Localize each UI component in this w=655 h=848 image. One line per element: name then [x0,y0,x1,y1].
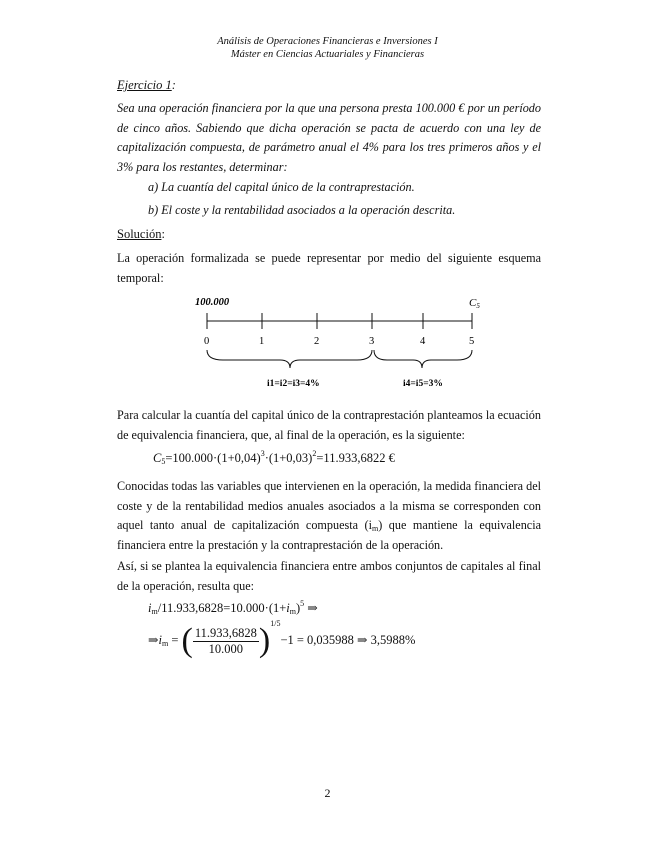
page-number: 2 [324,786,331,800]
eq1-part-a: =100.000·(1+0,04) [165,451,261,465]
eq1-part-c: =11.933,6822 € [316,451,395,465]
eq2-sub: m [151,607,158,616]
eq2-i-inner: i [286,601,290,615]
capital-end-label [469,297,480,310]
eq3-rest: −1 = 0,035988 ⇒ 3,5988% [280,632,416,647]
eq1-lhs-sub: 5 [161,457,166,466]
equation-im-definition [148,600,318,616]
exercise-title [117,78,176,93]
exercise-title-colon: : [171,78,176,92]
tick-label-5: 5 [469,336,475,347]
para3-end: ) que mantiene la equivalencia financiera entre la prestación y la contraprestación de la operación. [117,518,542,552]
capital-end-letter: C [469,297,477,309]
tick-label-2: 2 [314,336,320,347]
time-diagram [185,292,495,392]
eq3-numerator: 11.933,6828 [194,625,257,640]
eq3-arrow: ⇒ [148,632,159,647]
eq2-exp: 5 [300,599,305,608]
eq3-close-paren: ) [258,622,271,659]
para3-text: Conocidas todas las variables que intervienen en la operación, la medida financiera del coste y de la rentabilidad medios anuales asociados a la misma se corresponden con aquel tanto anual de capitalización compuesta (i [117,479,541,533]
eq2-arrow: ⇒ [304,601,318,615]
eq2-part-a: /11.933,6828=10.000·(1+ [157,601,287,615]
eq3-equals: = [168,632,182,647]
exercise-item-b: b) El coste y la rentabilidad asociados a la operación descrita. [148,203,456,217]
eq1-lhs: C [153,451,162,465]
eq3-i: i [158,632,162,647]
solution-title-text: Solución [117,227,162,241]
tick-label-4: 4 [420,336,426,347]
running-header-line2: Máster en Ciencias Actuariales y Financieras [230,49,425,60]
para3-sub: m [372,524,379,534]
tick-label-0: 0 [204,336,210,347]
rate-first-period: i1=i2=i3=4% [267,379,320,389]
eq1-exp2: 2 [312,449,317,458]
equation-im-result [148,618,416,660]
solution-paragraph-4: Así, si se plantea la equivalencia financiera entre ambos conjuntos de capitales al final de la operación, resulta que: [117,559,541,593]
eq2-i: i [148,601,152,615]
eq3-sub: m [161,638,169,648]
eq3-open-paren: ( [181,622,193,659]
eq2-part-b: ) [296,601,301,615]
solution-paragraph-2: Para calcular la cuantía del capital único de la contraprestación planteamos la ecuación de equivalencia financiera, que, al final de la operación, es la siguiente: [117,408,541,442]
capital-start-label: 100.000 [195,297,230,308]
exercise-statement: Sea una operación financiera por la que una persona presta 100.000 € por un período de cinco años. Sabiendo que dicha operación se pacta de acuerdo con una ley de capitalización compuesta, de parámetro anual el 4% para los tres primeros años y el 3% para los restantes, determinar: [117,101,541,174]
tick-label-1: 1 [259,336,265,347]
eq3-fraction [193,626,259,657]
brace-first-period [207,350,372,368]
eq1-part-b: ·(1+0,03) [264,451,313,465]
tick-label-3: 3 [369,336,375,347]
capital-end-subscript: 5 [476,302,480,310]
solution-intro: La operación formalizada se puede representar por medio del siguiente esquema temporal: [117,251,541,285]
eq2-sub-inner: m [289,607,296,616]
exercise-title-text: Ejercicio 1 [117,78,172,92]
running-header-line1: Análisis de Operaciones Financieras e Inversiones I [217,36,438,47]
solution-title [117,227,165,242]
solution-paragraph-3 [117,477,541,555]
eq3-denominator: 10.000 [208,641,244,656]
equation-c5 [153,451,395,466]
solution-title-colon: : [161,227,165,241]
eq3-exp: 1/5 [270,618,281,628]
brace-second-period [374,350,472,368]
exercise-item-a: a) La cuantía del capital único de la contraprestación. [148,180,415,194]
eq1-exp1: 3 [260,449,265,458]
rate-second-period: i4=i5=3% [403,379,443,389]
